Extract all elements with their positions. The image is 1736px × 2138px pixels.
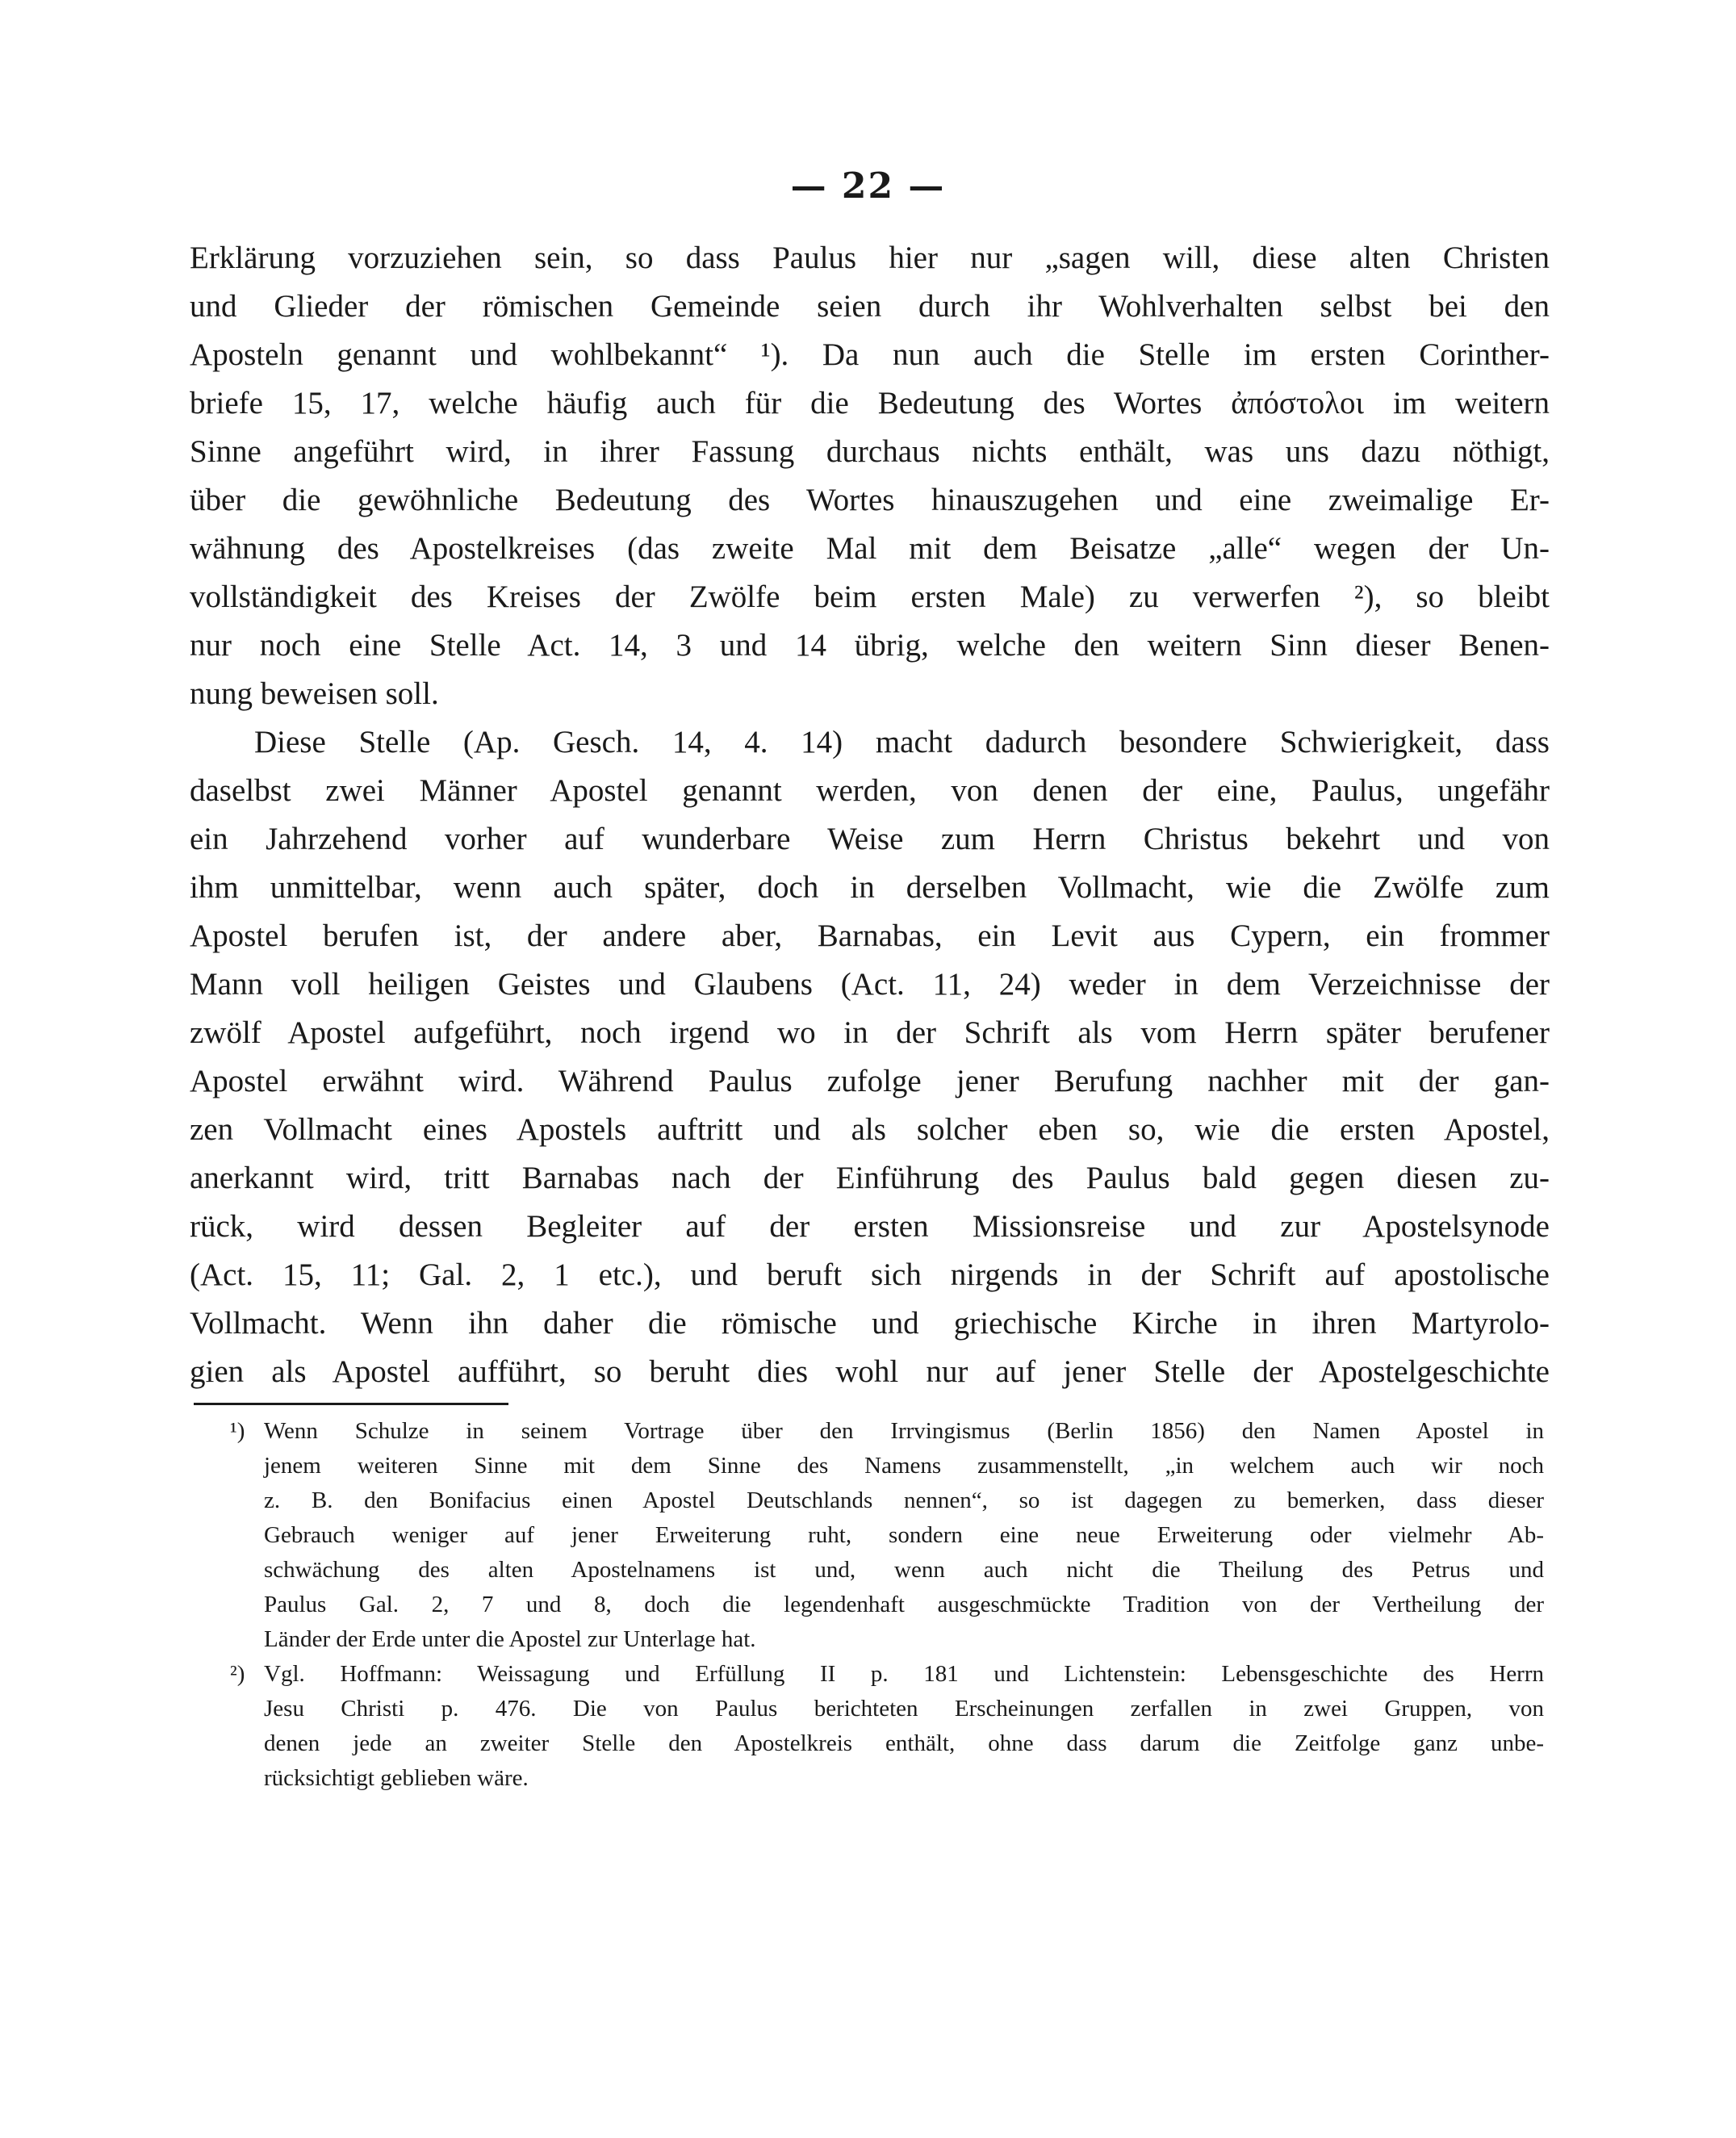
text-line: Mann voll heiligen Geistes und Glaubens (Act. 11, 24) weder in dem Verzeichnisse der	[190, 967, 1550, 1002]
footnote-line: Vgl. Hoffmann: Weissagung und Erfüllung II p. 181 und Lichtenstein: Lebensgeschichte des Herrn	[264, 1661, 1544, 1687]
text-line: Vollmacht. Wenn ihn daher die römische und griechische Kirche in ihren Martyrolo-	[190, 1306, 1550, 1341]
footnote-line: Gebrauch weniger auf jener Erweiterung ruht, sondern eine neue Erweiterung oder vielmehr Ab-	[264, 1522, 1544, 1548]
text-line: Diese Stelle (Ap. Gesch. 14, 4. 14) macht dadurch besondere Schwierigkeit, dass	[254, 725, 1550, 759]
text-line: gien als Apostel aufführt, so beruht dies wohl nur auf jener Stelle der Apostelgeschichte	[190, 1354, 1550, 1389]
text-line: nung beweisen soll.	[190, 676, 439, 711]
footnote-2	[230, 1657, 1544, 1692]
footnotes	[230, 1414, 1544, 1796]
text-line: anerkannt wird, tritt Barnabas nach der Einführung des Paulus bald gegen diesen zu-	[190, 1161, 1550, 1195]
footnote-line: Paulus Gal. 2, 7 und 8, doch die legendenhaft ausgeschmückte Tradition von der Vertheilung der	[264, 1592, 1544, 1617]
main-text	[190, 234, 1550, 1396]
text-line: über die gewöhnliche Bedeutung des Wortes hinauszugehen und eine zweimalige Er-	[190, 483, 1550, 517]
footnote-line: rücksichtigt geblieben wäre.	[264, 1765, 529, 1791]
footnote-line: jenem weiteren Sinne mit dem Sinne des Namens zusammenstellt, „in welchem auch wir noch	[264, 1453, 1544, 1479]
text-line: rück, wird dessen Begleiter auf der ersten Missionsreise und zur Apostelsynode	[190, 1209, 1550, 1244]
text-line: zwölf Apostel aufgeführt, noch irgend wo in der Schrift als vom Herrn später berufener	[190, 1015, 1550, 1050]
text-line: Apostel berufen ist, der andere aber, Barnabas, ein Levit aus Cypern, ein frommer	[190, 918, 1550, 953]
text-line: Erklärung vorzuziehen sein, so dass Paulus hier nur „sagen will, diese alten Christen	[190, 241, 1550, 275]
footnote-line: Jesu Christi p. 476. Die von Paulus berichteten Erscheinungen zerfallen in zwei Gruppen, von	[264, 1696, 1544, 1722]
text-line: nur noch eine Stelle Act. 14, 3 und 14 übrig, welche den weitern Sinn dieser Benen-	[190, 628, 1550, 663]
text-line: Apostel erwähnt wird. Während Paulus zufolge jener Berufung nachher mit der gan-	[190, 1064, 1550, 1098]
footnote-line: schwächung des alten Apostelnamens ist und, wenn auch nicht die Theilung des Petrus und	[264, 1557, 1544, 1583]
text-line: zen Vollmacht eines Apostels auftritt und als solcher eben so, wie die ersten Apostel,	[190, 1112, 1550, 1147]
text-line: ein Jahrzehend vorher auf wunderbare Weise zum Herrn Christus bekehrt und von	[190, 822, 1550, 856]
footnote-1	[230, 1414, 1544, 1449]
text-line: briefe 15, 17, welche häufig auch für die Bedeutung des Wortes ἀπόστολοι im weitern	[190, 386, 1550, 420]
text-line: vollständigkeit des Kreises der Zwölfe beim ersten Male) zu verwerfen ²), so bleibt	[190, 579, 1550, 614]
footnote-line: denen jede an zweiter Stelle den Apostelkreis enthält, ohne dass darum die Zeitfolge ganz unbe-	[264, 1730, 1544, 1756]
text-line: Aposteln genannt und wohlbekannt“ ¹). Da nun auch die Stelle im ersten Corinther-	[190, 337, 1550, 372]
page-number: — 22 —	[790, 165, 946, 207]
text-line: und Glieder der römischen Gemeinde seien durch ihr Wohlverhalten selbst bei den	[190, 289, 1550, 324]
footnote-line: Länder der Erde unter die Apostel zur Unterlage hat.	[264, 1626, 756, 1652]
text-line: (Act. 15, 11; Gal. 2, 1 etc.), und beruft sich nirgends in der Schrift auf apostolische	[190, 1257, 1550, 1292]
footnote-line: Wenn Schulze in seinem Vortrage über den Irrvingismus (Berlin 1856) den Namen Apostel in	[264, 1418, 1544, 1444]
text-line: wähnung des Apostelkreises (das zweite Mal mit dem Beisatze „alle“ wegen der Un-	[190, 531, 1550, 566]
footnote-marker: ²)	[230, 1661, 245, 1687]
footnote-marker: ¹)	[230, 1418, 245, 1444]
text-line: Sinne angeführt wird, in ihrer Fassung durchaus nichts enthält, was uns dazu nöthigt,	[190, 434, 1550, 469]
text-line: ihm unmittelbar, wenn auch später, doch in derselben Vollmacht, wie die Zwölfe zum	[190, 870, 1550, 905]
text-line: daselbst zwei Männer Apostel genannt werden, von denen der eine, Paulus, ungefähr	[190, 773, 1550, 808]
footnote-separator	[194, 1403, 508, 1405]
footnote-line: z. B. den Bonifacius einen Apostel Deutschlands nennen“, so ist dagegen zu bemerken, dass dieser	[264, 1487, 1544, 1513]
